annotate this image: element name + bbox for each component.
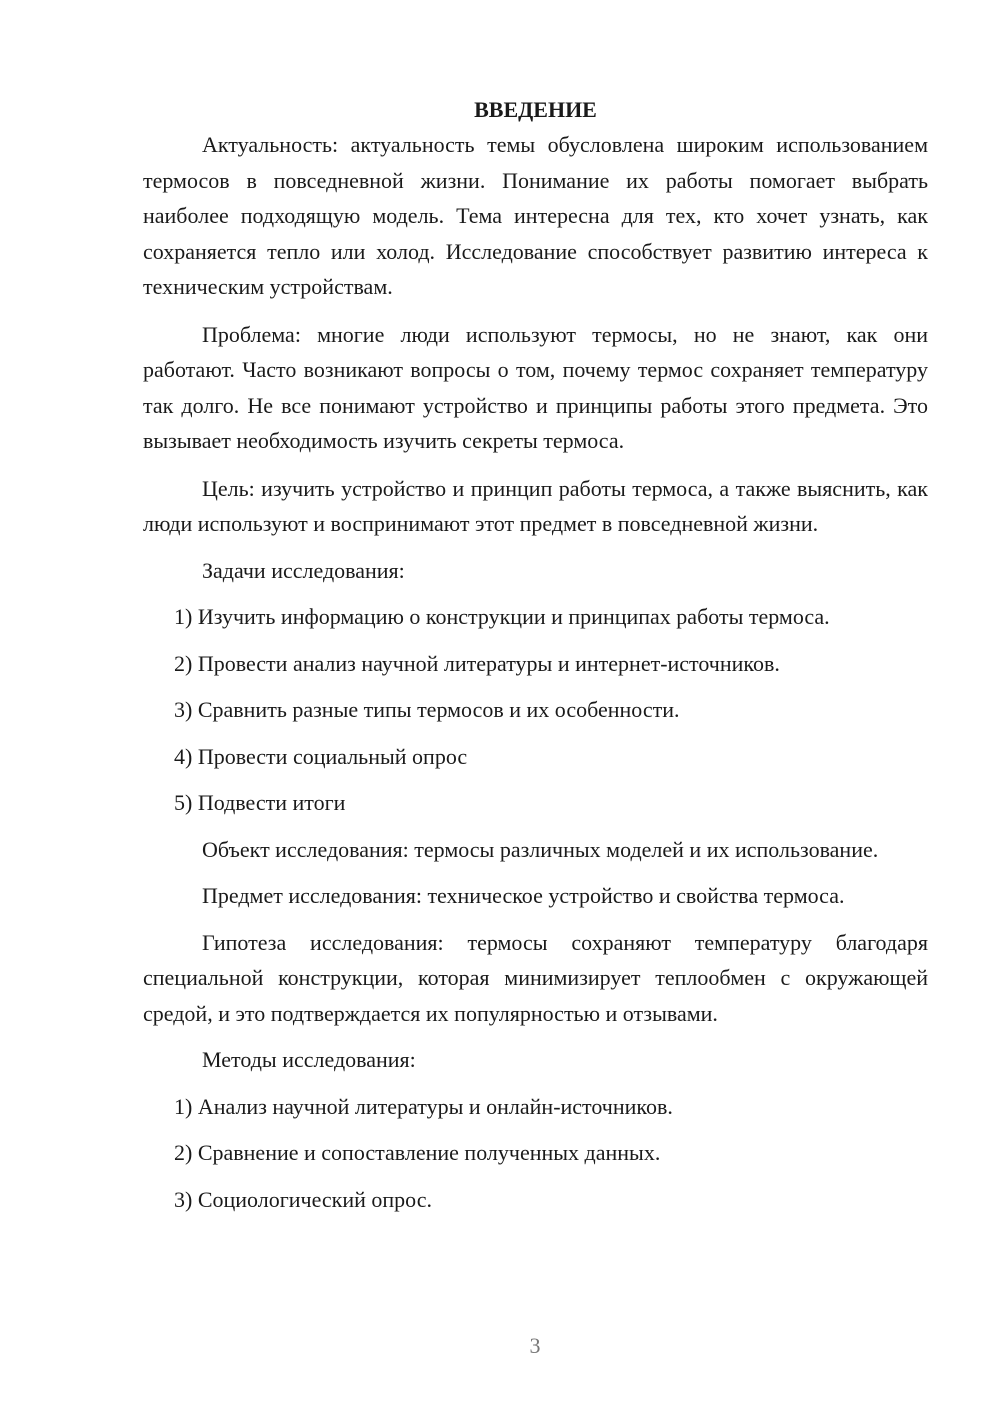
list-item: 2) Провести анализ научной литературы и интернет-источников. <box>174 650 780 676</box>
subject-paragraph: Предмет исследования: техническое устройство и свойства термоса. <box>202 883 845 908</box>
list-item: 3) Социологический опрос. <box>174 1186 432 1212</box>
object-paragraph: Объект исследования: термосы различных моделей и их использование. <box>202 836 879 862</box>
list-item: 4) Провести социальный опрос <box>174 743 468 769</box>
hypothesis-paragraph: Гипотеза исследования: термосы сохраняют температуру благодаря специальной конструкции, которая минимизирует теплообмен с окружающей средой, и это подтверждается их популярностью и отзывами. <box>143 929 928 1026</box>
tasks-heading: Задачи исследования: <box>202 557 405 583</box>
methods-list <box>143 1089 928 1218</box>
list-item: 3) Сравнить разные типы термосов и их особенности. <box>174 697 680 722</box>
page-content <box>143 92 928 1217</box>
relevance-paragraph: Актуальность: актуальность темы обусловлена широким использованием термосов в повседневной жизни. Понимание их работы помогает выбрать наиболее подходящую модель. Тема интересна для тех, кто хочет узнать, как сохраняется тепло или холод. Исследование способствует развитию интереса к техническим устройствам. <box>143 132 928 299</box>
list-item: 2) Сравнение и сопоставление полученных данных. <box>174 1140 661 1165</box>
list-item: 1) Анализ научной литературы и онлайн-источников. <box>174 1093 673 1119</box>
methods-heading: Методы исследования: <box>202 1047 416 1072</box>
page-number: 3 <box>529 1333 541 1358</box>
problem-paragraph: Проблема: многие люди используют термосы, но не знают, как они работают. Часто возникают вопросы о том, почему термос сохраняет температуру так долго. Не все понимают устройство и принципы работы этого предмета. Это вызывает необходимость изучить секреты термоса. <box>143 321 928 453</box>
goal-paragraph: Цель: изучить устройство и принцип работы термоса, а также выяснить, как люди используют и воспринимают этот предмет в повседневной жизни. <box>143 475 928 536</box>
list-item: 1) Изучить информацию о конструкции и принципах работы термоса. <box>174 604 830 629</box>
page-title: ВВЕДЕНИЕ <box>474 97 597 122</box>
tasks-list <box>143 599 928 821</box>
list-item: 5) Подвести итоги <box>174 790 346 815</box>
